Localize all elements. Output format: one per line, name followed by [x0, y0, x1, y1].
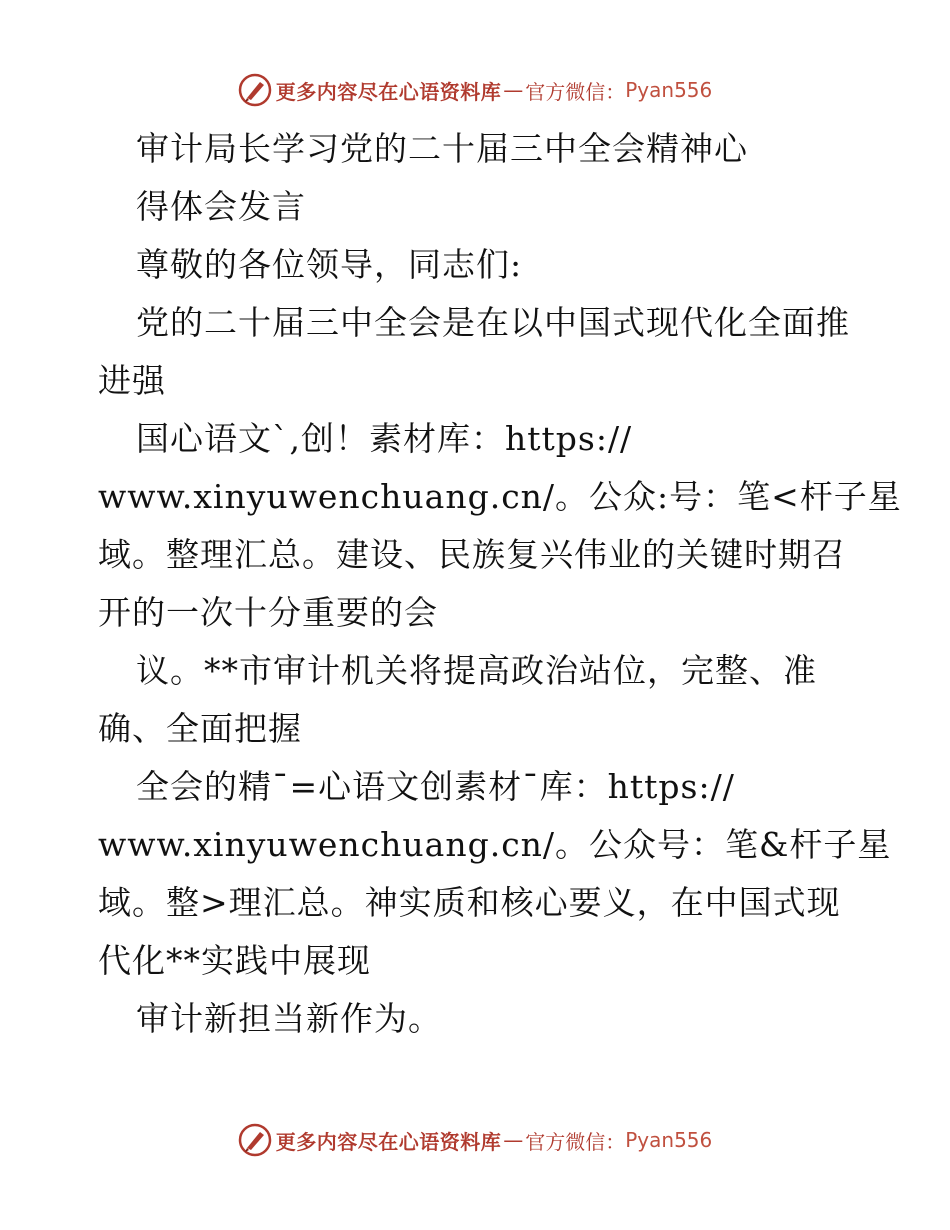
banner-dash: — [503, 1128, 524, 1152]
doc-paragraph-line: 代化**实践中展现 [98, 941, 371, 980]
doc-paragraph-line: 党的二十届三中全会是在以中国式现代化全面推 [136, 303, 850, 342]
banner-wechat-id: Pyan556 [625, 1128, 713, 1152]
banner-main-text: 更多内容尽在心语资料库 [275, 1129, 502, 1154]
doc-paragraph-line: www.xinyuwenchuang.cn/。公众:号：笔<杆子星 [98, 477, 902, 516]
banner-dash: — [503, 78, 524, 102]
doc-title-line-1: 审计局长学习党的二十届三中全会精神心 [136, 129, 748, 168]
doc-paragraph-line: 进强 [98, 361, 166, 400]
header-banner [0, 70, 950, 110]
quill-pen-logo-icon [238, 73, 272, 107]
banner-wechat-id: Pyan556 [625, 78, 713, 102]
footer-banner [0, 1120, 950, 1160]
doc-paragraph-line: 国心语文`,创！素材库：https:// [136, 419, 633, 458]
doc-title-line-2: 得体会发言 [136, 187, 306, 226]
doc-paragraph-line: 域。整理汇总。建设、民族复兴伟业的关键时期召 [98, 535, 846, 574]
banner-wechat-label: 官方微信： [525, 1129, 626, 1154]
doc-paragraph-line: 域。整>理汇总。神实质和核心要义，在中国式现 [98, 883, 841, 922]
quill-pen-logo-icon [238, 1123, 272, 1157]
doc-paragraph-line: www.xinyuwenchuang.cn/。公众号：笔&杆子星 [98, 825, 892, 864]
doc-salutation: 尊敬的各位领导，同志们: [136, 245, 523, 284]
document-body [98, 120, 902, 1048]
banner-main-text: 更多内容尽在心语资料库 [275, 79, 502, 104]
doc-paragraph-line: 开的一次十分重要的会 [98, 593, 438, 632]
doc-paragraph-line: 议。**市审计机关将提高政治站位，完整、准 [136, 651, 817, 690]
doc-paragraph-line: 全会的精¯=心语文创素材¯库：https:// [136, 767, 735, 806]
doc-paragraph-line: 审计新担当新作为。 [136, 999, 442, 1038]
banner-wechat-label: 官方微信： [525, 79, 626, 104]
doc-paragraph-line: 确、全面把握 [98, 709, 302, 748]
